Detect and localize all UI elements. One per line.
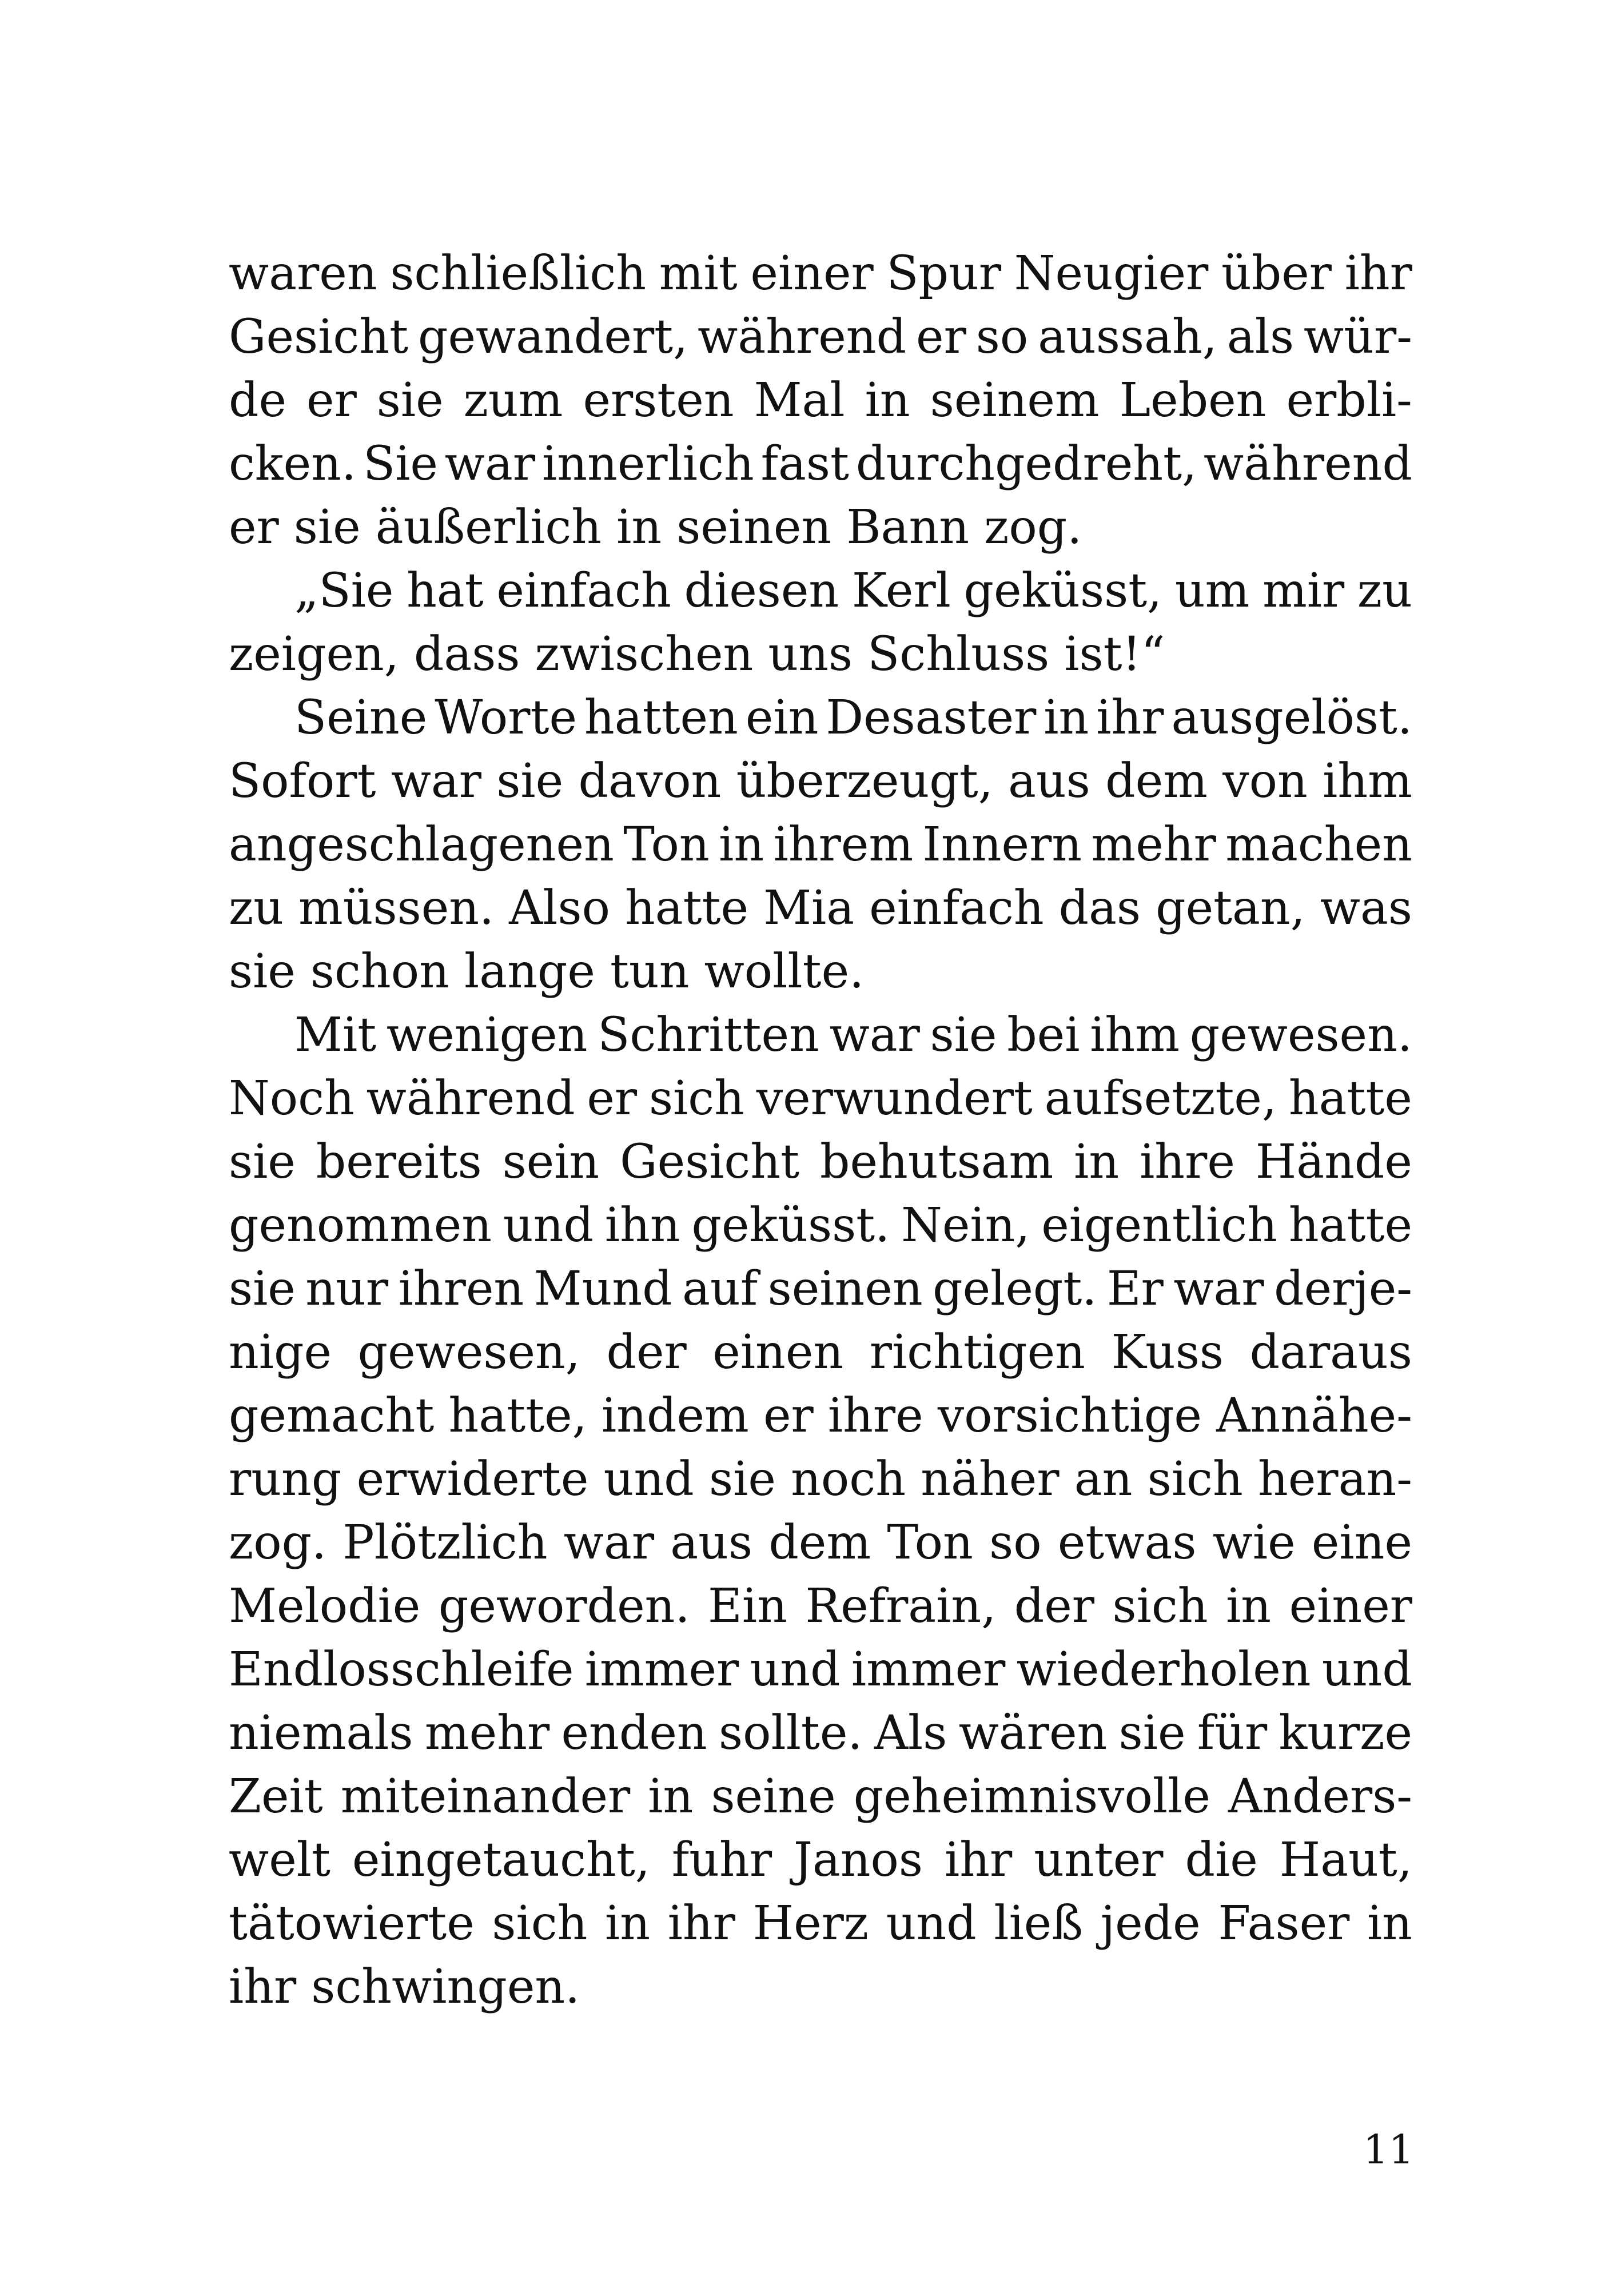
word: Anders- <box>1228 1769 1412 1824</box>
word: Ton <box>623 818 710 872</box>
text-line <box>229 686 1412 750</box>
word: ihr <box>1344 246 1412 301</box>
word: geworden. <box>438 1579 690 1633</box>
page-number: 11 <box>1363 2126 1414 2173</box>
word: sich <box>492 1896 588 1951</box>
word: gewesen. <box>1189 1008 1412 1062</box>
word: in <box>1044 691 1089 745</box>
word: eine <box>1311 1516 1412 1570</box>
word: und <box>603 1452 694 1506</box>
word: Refrain, <box>805 1579 997 1633</box>
word: zum <box>463 373 563 428</box>
word: Janos <box>793 1833 923 1887</box>
word: genommen <box>229 1198 492 1253</box>
word: bei <box>1007 1008 1080 1062</box>
word: welt <box>229 1833 330 1887</box>
word: nige <box>229 1325 332 1380</box>
word: unter <box>1034 1833 1164 1887</box>
word: um <box>1174 564 1250 618</box>
text-line: zeigen, dass zwischen uns Schluss ist!“ <box>229 627 1165 681</box>
text-line <box>229 1765 1412 1828</box>
word: nur <box>305 1262 389 1316</box>
word: als <box>1226 310 1295 364</box>
word: Zeit <box>229 1769 323 1824</box>
word: wie <box>1212 1516 1296 1570</box>
word: ihrem <box>773 818 914 872</box>
word: hat <box>407 564 484 618</box>
word: Als <box>874 1706 947 1760</box>
text-line <box>229 1321 1412 1384</box>
word: und <box>750 1643 841 1697</box>
word: Also <box>509 881 610 935</box>
text-line <box>229 1638 1412 1701</box>
word: aus <box>1008 754 1090 808</box>
word: sie <box>709 1452 776 1506</box>
word: ihre <box>1140 1135 1235 1189</box>
word: einfach <box>869 881 1044 935</box>
word: hatten <box>584 691 738 745</box>
word: er <box>587 1071 638 1126</box>
word: seinen <box>767 1262 923 1316</box>
word: Ton <box>887 1516 973 1570</box>
word: in <box>648 1769 694 1824</box>
text-line: sie schon lange tun wollte. <box>229 944 865 999</box>
word: Spur <box>886 246 1002 301</box>
word: der <box>606 1325 687 1380</box>
word: Hände <box>1255 1135 1412 1189</box>
word: Gesicht <box>620 1135 800 1189</box>
word: näher <box>921 1452 1060 1506</box>
word: Herz <box>752 1896 869 1951</box>
word: und <box>1321 1643 1412 1697</box>
text-line <box>229 305 1412 369</box>
word: war <box>444 437 536 491</box>
word: Sie <box>363 437 438 491</box>
word: in <box>1226 1579 1272 1633</box>
word: so <box>989 1516 1042 1570</box>
word: für <box>1197 1706 1268 1760</box>
text-line <box>229 1448 1412 1511</box>
word: de <box>229 373 287 428</box>
word: Annähe- <box>1216 1389 1412 1443</box>
word: Plötzlich <box>342 1516 548 1570</box>
text-line <box>229 369 1412 432</box>
word: Mund <box>533 1262 672 1316</box>
word: Neugier <box>1014 246 1209 301</box>
word: sich <box>1112 1579 1208 1633</box>
text-line <box>229 1194 1412 1257</box>
word: hatte, <box>448 1389 587 1443</box>
text-line: er sie äußerlich in seinen Bann zog. <box>229 500 1082 555</box>
word: miteinander <box>340 1769 631 1824</box>
word: Noch <box>229 1071 355 1126</box>
word: ihm <box>1090 1008 1180 1062</box>
word: einen <box>712 1325 844 1380</box>
word: Leben <box>1119 373 1266 428</box>
word: das <box>1058 881 1141 935</box>
word: auf <box>682 1262 758 1316</box>
word: zog. <box>229 1516 327 1570</box>
word: in <box>719 818 764 872</box>
word: davon <box>578 754 722 808</box>
word: war <box>391 754 482 808</box>
text-line <box>229 750 1412 813</box>
word: von <box>1222 754 1308 808</box>
word: während <box>1204 437 1412 491</box>
word: aus <box>670 1516 753 1570</box>
word: behutsam <box>819 1135 1054 1189</box>
word: dem <box>1105 754 1208 808</box>
word: Endlosschleife <box>229 1643 574 1697</box>
word: sie <box>496 754 564 808</box>
word: cken. <box>229 437 357 491</box>
word: ein <box>745 691 819 745</box>
word: „Sie <box>294 564 394 618</box>
word: bereits <box>316 1135 482 1189</box>
word: mehr <box>1091 818 1216 872</box>
text-line <box>229 1130 1412 1194</box>
word: hatte <box>624 881 749 935</box>
word: und <box>503 1198 594 1253</box>
word: sie <box>229 1262 296 1316</box>
word: an <box>1074 1452 1133 1506</box>
word: ihr <box>1096 691 1164 745</box>
word: sollte. <box>719 1706 863 1760</box>
word: fast <box>760 437 849 491</box>
text-line <box>229 1257 1412 1321</box>
word: derje- <box>1274 1262 1412 1316</box>
word: eigentlich <box>1041 1198 1278 1253</box>
word: mehr <box>424 1706 550 1760</box>
word: durchgedreht, <box>855 437 1197 491</box>
word: geküsst, <box>963 564 1162 618</box>
text-line <box>229 876 1412 940</box>
text-line <box>229 1828 1412 1892</box>
word: mit <box>659 246 738 301</box>
text-line <box>229 432 1412 496</box>
word: innerlich <box>541 437 754 491</box>
word: richtigen <box>869 1325 1085 1380</box>
word: waren <box>229 246 377 301</box>
word: ihr <box>667 1896 735 1951</box>
word: Innern <box>922 818 1082 872</box>
word: seine <box>711 1769 836 1824</box>
text-line <box>229 1384 1412 1448</box>
word: fuhr <box>671 1833 772 1887</box>
word: sich <box>1147 1452 1243 1506</box>
word: er <box>916 310 966 364</box>
text-line <box>229 1574 1412 1638</box>
word: wiederholen <box>1016 1643 1311 1697</box>
word: sie <box>376 373 444 428</box>
word: wenigen <box>386 1008 588 1062</box>
word: Mia <box>763 881 855 935</box>
word: indem <box>601 1389 749 1443</box>
word: aussah, <box>1038 310 1217 364</box>
word: Faser <box>1218 1896 1350 1951</box>
word: daraus <box>1249 1325 1412 1380</box>
body-text <box>229 242 1412 2019</box>
word: Haut, <box>1279 1833 1412 1887</box>
word: gewandert, <box>418 310 688 364</box>
word: vorsichtige <box>937 1389 1202 1443</box>
word: so <box>975 310 1029 364</box>
word: sie <box>1118 1706 1186 1760</box>
word: sich <box>648 1071 744 1126</box>
text-line <box>229 1701 1412 1765</box>
word: in <box>865 373 910 428</box>
word: die <box>1185 1833 1258 1887</box>
word: Kerl <box>851 564 951 618</box>
word: er <box>763 1389 814 1443</box>
word: ersten <box>583 373 734 428</box>
word: Schritten <box>598 1008 819 1062</box>
word: rung <box>229 1452 342 1506</box>
word: etwas <box>1057 1516 1197 1570</box>
word: sie <box>930 1008 997 1062</box>
word: er <box>306 373 357 428</box>
text-line <box>229 559 1412 623</box>
word: niemals <box>229 1706 413 1760</box>
word: eingetaucht, <box>352 1833 650 1887</box>
word: sie <box>229 1135 296 1189</box>
word: Mal <box>754 373 845 428</box>
word: war <box>829 1008 920 1062</box>
word: Melodie <box>229 1579 421 1633</box>
word: Nein, <box>901 1198 1030 1253</box>
word: tätowierte <box>229 1896 475 1951</box>
word: schließlich <box>390 246 647 301</box>
word: angeschlagenen <box>229 818 614 872</box>
word: Seine <box>294 691 428 745</box>
word: seinem <box>930 373 1100 428</box>
word: einfach <box>496 564 671 618</box>
text-line <box>229 1892 1412 1955</box>
word: einer <box>750 246 874 301</box>
word: ihn <box>604 1198 680 1253</box>
word: erbli- <box>1286 373 1412 428</box>
word: hatte <box>1288 1198 1412 1253</box>
word: ließ <box>994 1896 1084 1951</box>
text-line <box>229 813 1412 876</box>
text-line <box>229 1067 1412 1130</box>
word: Worte <box>435 691 577 745</box>
word: ihm <box>1323 754 1412 808</box>
word: und <box>886 1896 977 1951</box>
word: sein <box>502 1135 600 1189</box>
word: machen <box>1225 818 1412 872</box>
word: Desaster <box>826 691 1037 745</box>
word: Kuss <box>1111 1325 1224 1380</box>
word: mir <box>1262 564 1345 618</box>
word: während <box>366 1071 575 1126</box>
word: diesen <box>684 564 839 618</box>
word: gemacht <box>229 1389 435 1443</box>
word: zu <box>229 881 284 935</box>
word: Mit <box>294 1008 377 1062</box>
word: müssen. <box>298 881 495 935</box>
word: ihren <box>398 1262 524 1316</box>
word: in <box>1367 1896 1412 1951</box>
word: überzeugt, <box>736 754 993 808</box>
word: geheimnisvolle <box>853 1769 1210 1824</box>
word: gelegt. <box>933 1262 1097 1316</box>
word: jede <box>1100 1896 1201 1951</box>
word: der <box>1014 1579 1094 1633</box>
text-line <box>229 1511 1412 1574</box>
word: verwundert <box>756 1071 1033 1126</box>
word: gewesen, <box>357 1325 580 1380</box>
word: enden <box>561 1706 707 1760</box>
word: während <box>698 310 907 364</box>
text-line <box>229 1003 1412 1067</box>
word: immer <box>584 1643 739 1697</box>
word: immer <box>851 1643 1006 1697</box>
word: hatte <box>1288 1071 1412 1126</box>
word: war <box>1173 1262 1264 1316</box>
word: getan, <box>1156 881 1305 935</box>
word: in <box>1074 1135 1120 1189</box>
word: war <box>563 1516 655 1570</box>
word: wür- <box>1304 310 1412 364</box>
word: kurze <box>1279 1706 1412 1760</box>
word: Gesicht <box>229 310 409 364</box>
word: noch <box>791 1452 906 1506</box>
word: zu <box>1357 564 1412 618</box>
word: über <box>1221 246 1332 301</box>
word: was <box>1320 881 1412 935</box>
word: wären <box>958 1706 1108 1760</box>
word: einer <box>1289 1579 1412 1633</box>
word: heran- <box>1258 1452 1412 1506</box>
word: Sofort <box>229 754 376 808</box>
word: ihre <box>827 1389 923 1443</box>
word: ihr <box>944 1833 1013 1887</box>
word: Er <box>1106 1262 1164 1316</box>
word: geküsst. <box>691 1198 890 1253</box>
word: ausgelöst. <box>1171 691 1412 745</box>
text-line: ihr schwingen. <box>229 1960 580 2014</box>
text-line <box>229 242 1412 305</box>
word: aufsetzte, <box>1044 1071 1277 1126</box>
word: in <box>605 1896 651 1951</box>
word: erwiderte <box>356 1452 589 1506</box>
word: dem <box>768 1516 871 1570</box>
word: Ein <box>708 1579 787 1633</box>
